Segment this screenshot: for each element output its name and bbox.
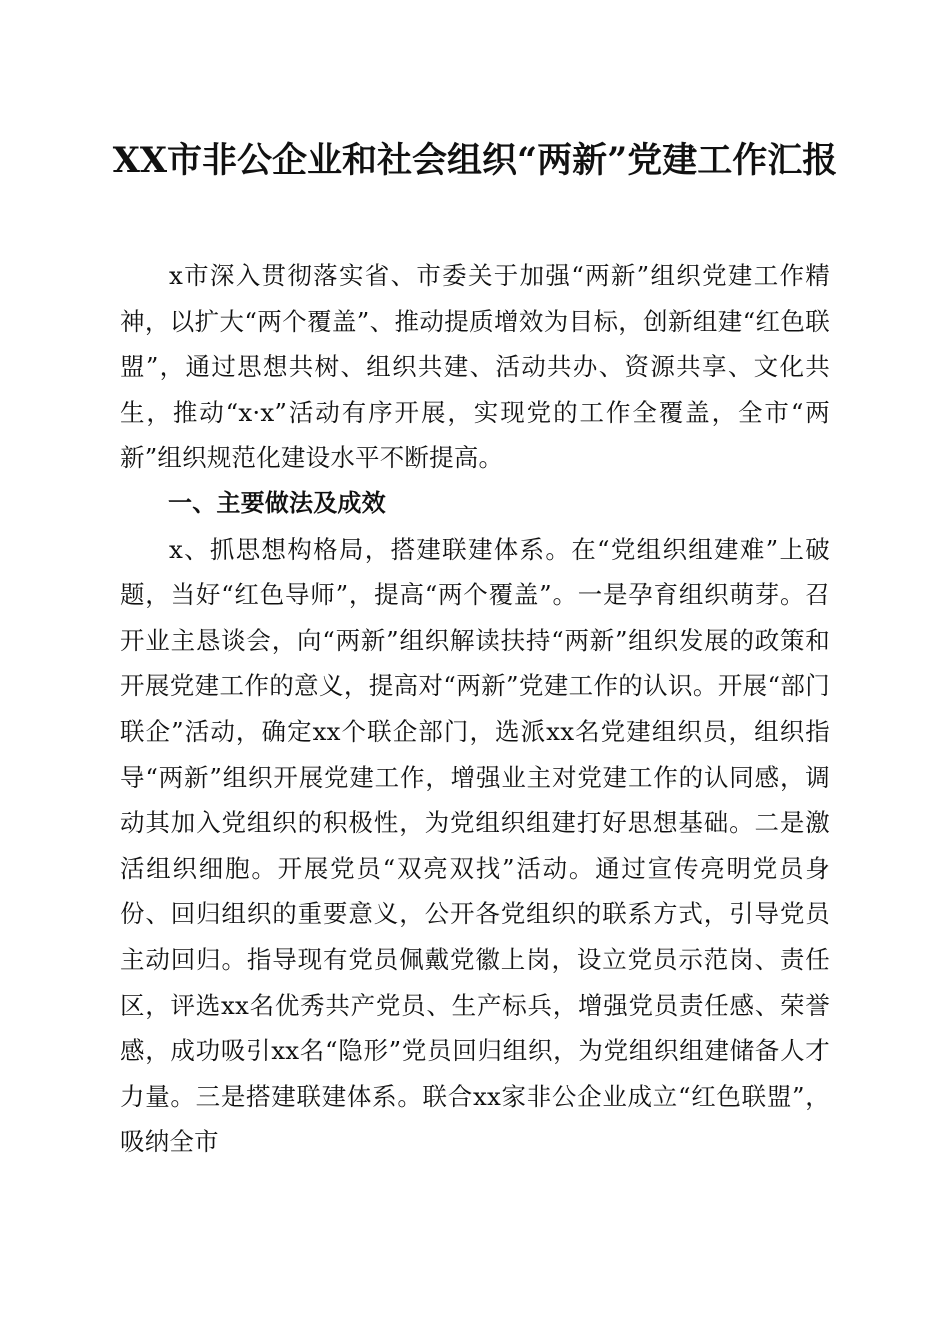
document-body [120,253,830,1165]
section-heading: 一、主要做法及成效 [168,488,386,517]
intro-paragraph: x市深入贯彻落实省、市委关于加强“两新”组织党建工作精神，以扩大“两个覆盖”、推动提质增效为目标，创新组建“红色联盟”，通过思想共树、组织共建、活动共办、资源共享、文化共生，推动“x·x”活动有序开展，实现党的工作全覆盖，全市“两新”组织规范化建设水平不断提高。 [120,261,830,473]
document-title: XX市非公企业和社会组织“两新”党建工作汇报 [112,140,838,181]
section-paragraph: x、抓思想构格局，搭建联建体系。在“党组织组建难”上破题，当好“红色导师”，提高“两个覆盖”。一是孕育组织萌芽。召开业主恳谈会，向“两新”组织解读扶持“两新”组织发展的政策和开展党建工作的意义，提高对“两新”党建工作的认识。开展“部门联企”活动，确定xx个联企部门，选派xx名党建组织员，组织指导“两新”组织开展党建工作，增强业主对党建工作的认同感，调动其加入党组织的积极性，为党组织组建打好思想基础。二是激活组织细胞。开展党员“双亮双找”活动。通过宣传亮明党员身份、回归组织的重要意义，公开各党组织的联系方式，引导党员主动回归。指导现有党员佩戴党徽上岗，设立党员示范岗、责任区，评选xx名优秀共产党员、生产标兵，增强党员责任感、荣誉感，成功吸引xx名“隐形”党员回归组织，为党组织组建储备人才力量。三是搭建联建体系。联合xx家非公企业成立“红色联盟”，吸纳全市 [120,534,830,1157]
